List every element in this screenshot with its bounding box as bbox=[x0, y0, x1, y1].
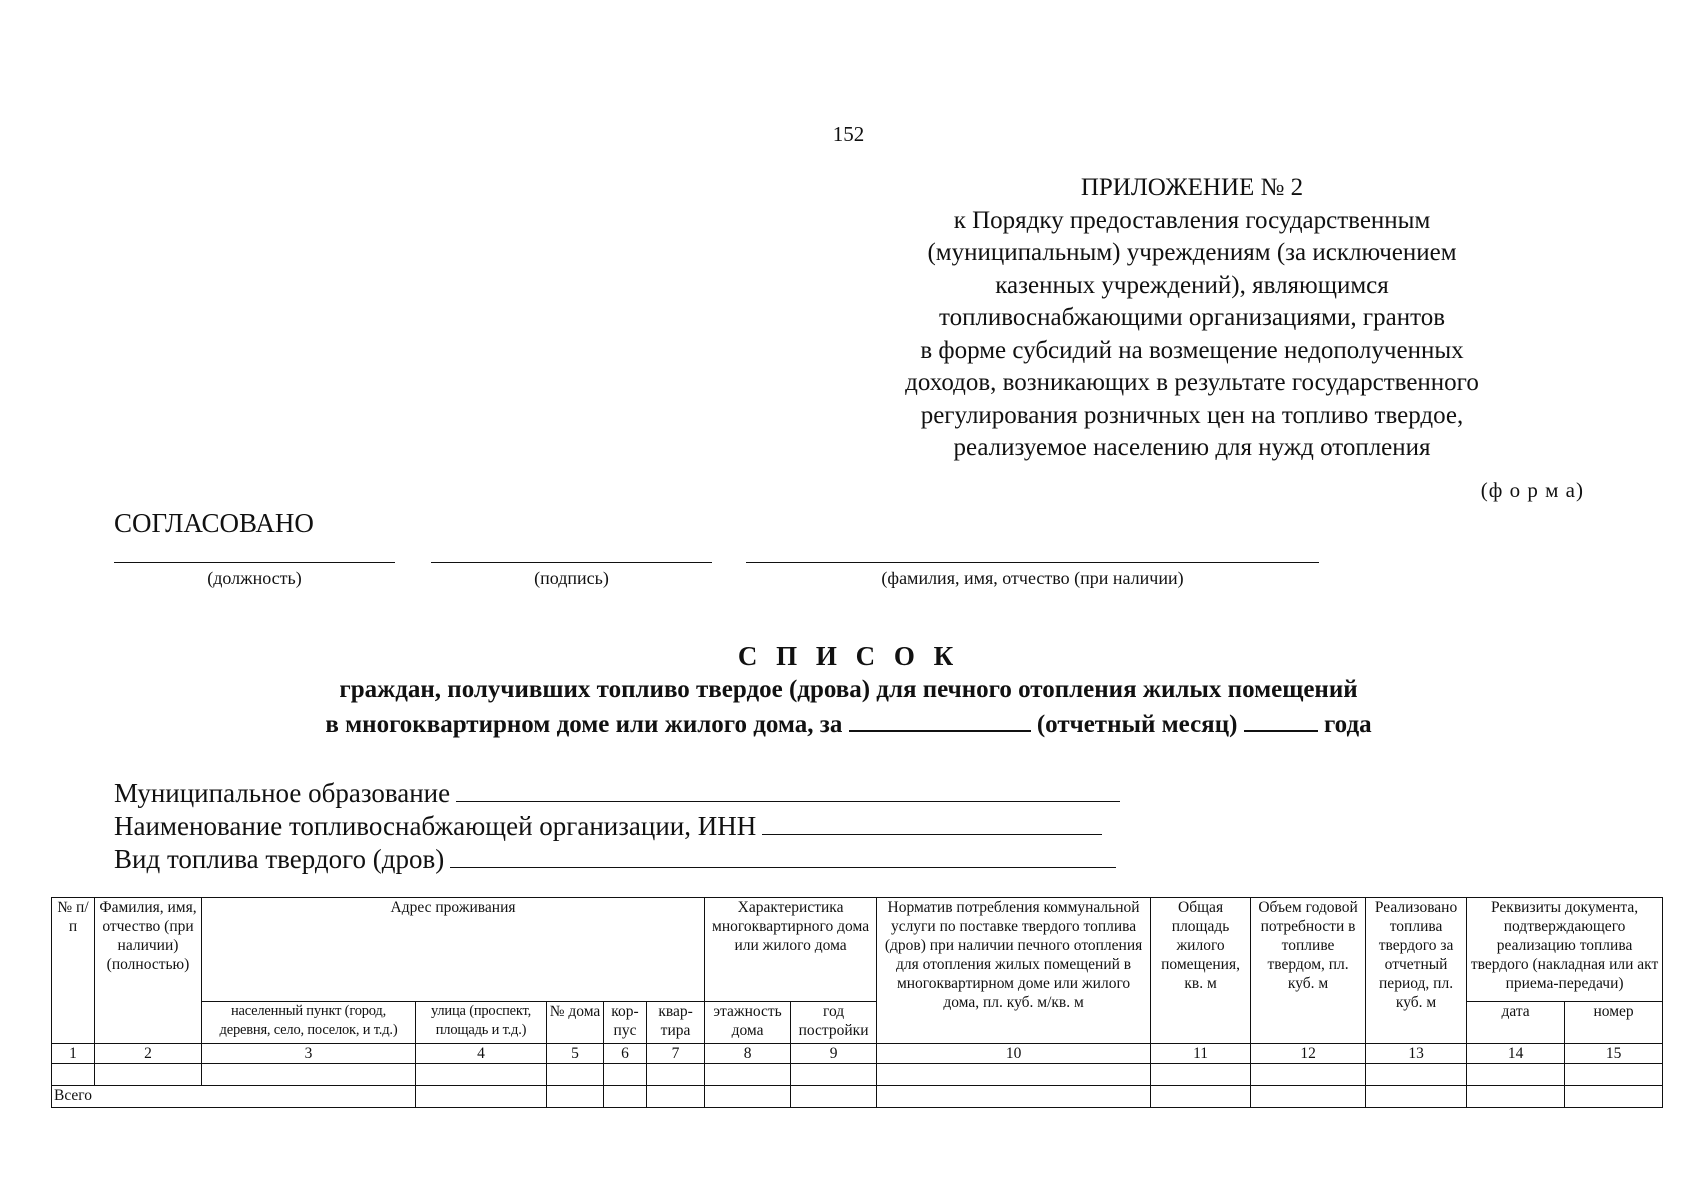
column-number: 10 bbox=[877, 1044, 1151, 1064]
table-cell bbox=[877, 1064, 1151, 1086]
header-name: Фамилия, имя, отчество (при наличии) (полностью) bbox=[95, 898, 202, 1044]
subtitle-text-a: в многоквартирном доме или жилого дома, за bbox=[325, 711, 843, 738]
citizens-table bbox=[51, 897, 1663, 1108]
agreed-title: СОГЛАСОВАНО bbox=[114, 508, 314, 538]
total-row bbox=[52, 1086, 1663, 1108]
column-number: 5 bbox=[547, 1044, 604, 1064]
column-number: 6 bbox=[604, 1044, 647, 1064]
table-cell bbox=[202, 1064, 416, 1086]
subtitle-text-b: (отчетный месяц) bbox=[1036, 711, 1238, 738]
position-line bbox=[114, 562, 395, 563]
fuel-type-blank bbox=[450, 841, 1116, 868]
table-cell bbox=[1467, 1064, 1565, 1086]
list-subtitle-line1: граждан, получивших топливо твердое (дрова) для печного отопления жилых помещений bbox=[339, 676, 1358, 703]
table-cell bbox=[1467, 1086, 1565, 1108]
header-area: Общая площадь жилого помещения, кв. м bbox=[1151, 898, 1251, 1044]
column-number: 7 bbox=[647, 1044, 705, 1064]
appendix-block bbox=[905, 172, 1479, 465]
appendix-line: казенных учреждений), являющимся bbox=[995, 271, 1389, 299]
supplier-field bbox=[114, 808, 1102, 842]
column-number: 1 bbox=[52, 1044, 95, 1064]
header-num: № п/п bbox=[52, 898, 95, 1044]
municipality-label: Муниципальное образование bbox=[114, 778, 451, 808]
column-number: 14 bbox=[1467, 1044, 1565, 1064]
appendix-line: к Порядку предоставления государственным bbox=[953, 206, 1431, 234]
header-volume: Объем годовой потребности в топливе твердом, пл. куб. м bbox=[1251, 898, 1366, 1044]
supplier-blank bbox=[762, 808, 1102, 835]
column-number: 13 bbox=[1366, 1044, 1467, 1064]
header-document: Реквизиты документа, подтверждающего реализацию топлива твердого (накладная или акт приема-передачи) bbox=[1467, 898, 1663, 1002]
column-number: 8 bbox=[705, 1044, 791, 1064]
header-characteristics: Характеристика многоквартирного дома или жилого дома bbox=[705, 898, 877, 1002]
form-label: (ф о р м а) bbox=[1480, 478, 1584, 502]
table-cell bbox=[604, 1086, 647, 1108]
municipality-blank bbox=[456, 775, 1120, 802]
header-date: дата bbox=[1467, 1002, 1565, 1044]
subtitle-text-c: года bbox=[1323, 711, 1372, 738]
reporting-year-blank bbox=[1244, 708, 1318, 732]
header-norm: Норматив потребления коммунальной услуги по поставке твердого топлива (дров) при наличии печного отопления для отопления жилых помещений в многоквартирном доме или жилого дома, пл. куб. м/кв. м bbox=[877, 898, 1151, 1044]
column-number: 4 bbox=[416, 1044, 547, 1064]
header-number: номер bbox=[1565, 1002, 1663, 1044]
appendix-line: топливоснабжающими организациями, грантов bbox=[938, 304, 1446, 331]
municipality-field bbox=[114, 775, 1120, 809]
full-name-line bbox=[746, 562, 1319, 563]
header-floors: этажность дома bbox=[705, 1002, 791, 1044]
header-house: № дома bbox=[547, 1002, 604, 1044]
list-title: С П И С О К bbox=[737, 641, 960, 671]
total-label: Всего bbox=[52, 1086, 416, 1108]
table-cell bbox=[791, 1086, 877, 1108]
table-cell bbox=[416, 1086, 547, 1108]
signature-line bbox=[431, 562, 712, 563]
appendix-line: реализуемое населению для нужд отопления bbox=[953, 434, 1431, 461]
table-cell bbox=[95, 1064, 202, 1086]
header-street: улица (проспект, площадь и т.д.) bbox=[416, 1002, 547, 1044]
column-number: 15 bbox=[1565, 1044, 1663, 1064]
fuel-type-label: Вид топлива твердого (дров) bbox=[114, 844, 445, 874]
column-number: 9 bbox=[791, 1044, 877, 1064]
table-cell bbox=[1366, 1086, 1467, 1108]
table-cell bbox=[604, 1064, 647, 1086]
header-address: Адрес проживания bbox=[202, 898, 705, 1002]
supplier-label: Наименование топливоснабжающей организации, ИНН bbox=[114, 811, 757, 841]
table-cell bbox=[647, 1064, 705, 1086]
header-apartment: квар-тира bbox=[647, 1002, 705, 1044]
signature-caption: (подпись) bbox=[534, 568, 609, 588]
table-cell bbox=[1565, 1064, 1663, 1086]
table-cell bbox=[547, 1064, 604, 1086]
appendix-line: (муниципальным) учреждениям (за исключением bbox=[927, 239, 1457, 266]
table-cell bbox=[791, 1064, 877, 1086]
position-caption: (должность) bbox=[207, 568, 302, 588]
header-year: год постройки bbox=[791, 1002, 877, 1044]
appendix-line: регулирования розничных цен на топливо твердое, bbox=[920, 401, 1464, 429]
table-cell bbox=[52, 1064, 95, 1086]
appendix-line: в форме субсидий на возмещение недополученных bbox=[920, 336, 1464, 364]
column-number: 3 bbox=[202, 1044, 416, 1064]
table-cell bbox=[1151, 1064, 1251, 1086]
page-number: 152 bbox=[832, 122, 865, 146]
table-cell bbox=[1565, 1086, 1663, 1108]
column-number: 2 bbox=[95, 1044, 202, 1064]
header-settlement: населенный пункт (город, деревня, село, поселок, и т.д.) bbox=[202, 1002, 416, 1044]
reporting-month-blank bbox=[849, 708, 1031, 732]
table-cell bbox=[1366, 1064, 1467, 1086]
table-cell bbox=[1151, 1086, 1251, 1108]
list-subtitle-line2 bbox=[0, 708, 1697, 739]
table-cell bbox=[647, 1086, 705, 1108]
table-cell bbox=[547, 1086, 604, 1108]
header-sold: Реализовано топлива твердого за отчетный период, пл. куб. м bbox=[1366, 898, 1467, 1044]
column-number: 11 bbox=[1151, 1044, 1251, 1064]
header-building: кор-пус bbox=[604, 1002, 647, 1044]
appendix-title: ПРИЛОЖЕНИЕ № 2 bbox=[1080, 174, 1304, 201]
appendix-line: доходов, возникающих в результате государственного bbox=[905, 369, 1479, 396]
table-cell bbox=[416, 1064, 547, 1086]
table-cell bbox=[705, 1064, 791, 1086]
table-row bbox=[52, 1064, 1663, 1086]
table-cell bbox=[1251, 1086, 1366, 1108]
table-cell bbox=[705, 1086, 791, 1108]
table-cell bbox=[1251, 1064, 1366, 1086]
fuel-type-field bbox=[114, 841, 1116, 875]
table-cell bbox=[877, 1086, 1151, 1108]
column-number: 12 bbox=[1251, 1044, 1366, 1064]
name-caption: (фамилия, имя, отчество (при наличии) bbox=[881, 568, 1184, 588]
